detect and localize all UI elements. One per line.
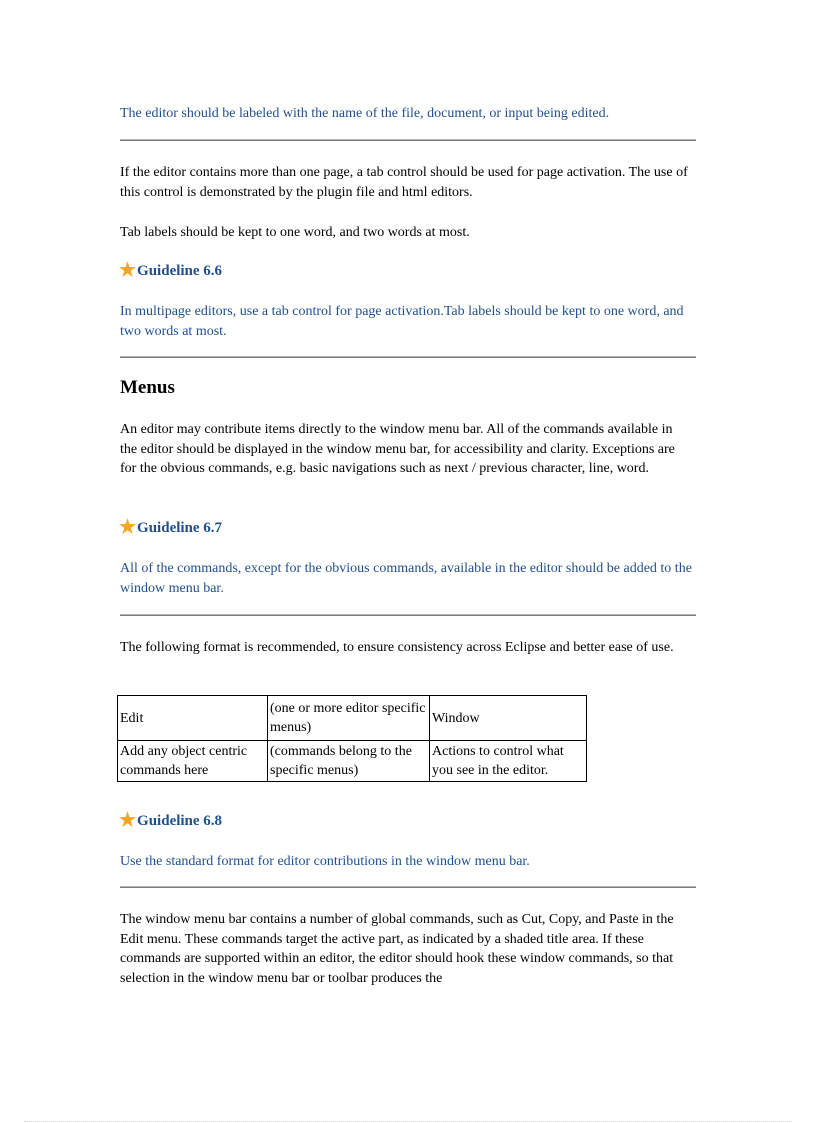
menu-format-table: [117, 695, 587, 782]
guideline-6-7-heading: [119, 517, 222, 538]
paragraph: If the editor contains more than one page, a tab control should be used for page activation. The use of this control is demonstrated by the plugin file and html editors.: [120, 165, 688, 200]
section-heading-menus: Menus: [120, 377, 175, 398]
guideline-6-6-text: In multipage editors, use a tab control for page activation.Tab labels should be kept to one word, and two words at most.: [120, 304, 684, 339]
divider: [120, 614, 696, 616]
divider: [120, 139, 696, 141]
guideline-6-8-heading: [119, 810, 222, 831]
guideline-label: Guideline 6.8: [137, 813, 223, 829]
guideline-label: Guideline 6.7: [137, 520, 223, 536]
divider: [120, 886, 696, 888]
table-row: [118, 741, 587, 782]
table-row: [118, 696, 587, 741]
divider: [120, 356, 696, 358]
guideline-6-7-text: All of the commands, except for the obvious commands, available in the editor should be added to the window menu bar.: [120, 561, 692, 596]
star-icon: ★: [119, 260, 137, 281]
table-cell: (commands belong to the specific menus): [268, 741, 430, 782]
table-cell: Window: [430, 696, 587, 741]
star-icon: ★: [119, 810, 137, 831]
paragraph: The window menu bar contains a number of global commands, such as Cut, Copy, and Paste in the Edit menu. These commands target the active part, as indicated by a shaded title area. If these commands are supported within an editor, the editor should hook these window commands, so that selection in the window menu bar or toolbar produces the: [120, 912, 674, 986]
paragraph: An editor may contribute items directly to the window menu bar. All of the commands available in the editor should be displayed in the window menu bar, for accessibility and clarity. Exceptions are for the obvious commands, e.g. basic navigations such as next / previous character, line, word.: [120, 422, 675, 476]
guideline-6-8-text: Use the standard format for editor contributions in the window menu bar.: [120, 854, 530, 869]
page-bottom-border: [24, 1121, 792, 1122]
table-cell: Edit: [118, 696, 268, 741]
paragraph: Tab labels should be kept to one word, and two words at most.: [120, 225, 470, 240]
table-cell: Actions to control what you see in the editor.: [430, 741, 587, 782]
table-cell: Add any object centric commands here: [118, 741, 268, 782]
table-cell: (one or more editor specific menus): [268, 696, 430, 741]
guideline-label: Guideline 6.6: [137, 263, 223, 279]
paragraph: The following format is recommended, to ensure consistency across Eclipse and better ease of use.: [120, 640, 674, 655]
star-icon: ★: [119, 517, 137, 538]
guideline-text-intro: The editor should be labeled with the name of the file, document, or input being edited.: [120, 106, 610, 121]
guideline-6-6-heading: [119, 260, 222, 281]
